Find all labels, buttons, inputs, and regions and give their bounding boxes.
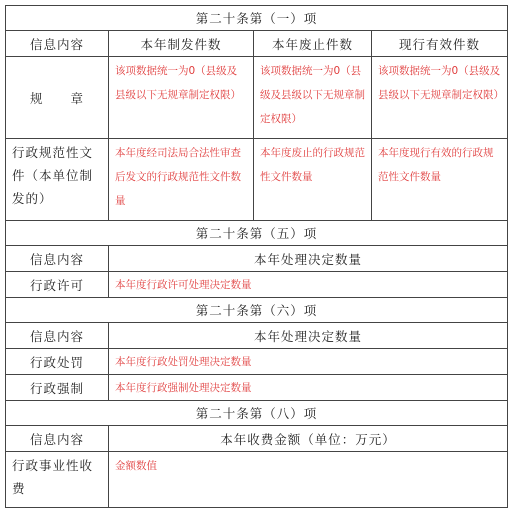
cell-normative-issued: 本年度经司法局合法性审查后发文的行政规范性文件数量 xyxy=(109,139,254,221)
cell-licensing-value: 本年度行政许可处理决定数量 xyxy=(109,272,508,298)
row-label-normative-docs: 行政规范性文件（本单位制发的） xyxy=(6,139,109,221)
row-label-licensing: 行政许可 xyxy=(6,272,109,298)
row-label-regulations: 规 章 xyxy=(6,57,109,139)
column-header-decisions: 本年处理决定数量 xyxy=(109,323,508,349)
disclosure-table xyxy=(5,5,508,508)
cell-enforcement-value: 本年度行政强制处理决定数量 xyxy=(109,375,508,401)
column-header-info: 信息内容 xyxy=(6,426,109,452)
cell-normative-repealed: 本年度废止的行政规范性文件数量 xyxy=(254,139,372,221)
cell-regulations-issued: 该项数据统一为0（县级及县级以下无规章制定权限） xyxy=(109,57,254,139)
section-title: 第二十条第（六）项 xyxy=(6,298,508,323)
row-label-penalty: 行政处罚 xyxy=(6,349,109,375)
cell-normative-valid: 本年度现行有效的行政规范性文件数量 xyxy=(372,139,508,221)
section-title: 第二十条第（八）项 xyxy=(6,401,508,426)
column-header-repealed: 本年废止件数 xyxy=(254,31,372,57)
cell-penalty-value: 本年度行政处罚处理决定数量 xyxy=(109,349,508,375)
column-header-fees: 本年收费金额（单位：万元） xyxy=(109,426,508,452)
column-header-info: 信息内容 xyxy=(6,323,109,349)
disclosure-table-container xyxy=(5,5,507,508)
section-title: 第二十条第（一）项 xyxy=(6,6,508,31)
section-title: 第二十条第（五）项 xyxy=(6,221,508,246)
column-header-issued: 本年制发件数 xyxy=(109,31,254,57)
row-label-fees: 行政事业性收费 xyxy=(6,452,109,508)
cell-regulations-repealed: 该项数据统一为0（县级及县级以下无规章制定权限） xyxy=(254,57,372,139)
column-header-valid: 现行有效件数 xyxy=(372,31,508,57)
column-header-info: 信息内容 xyxy=(6,31,109,57)
row-label-enforcement: 行政强制 xyxy=(6,375,109,401)
cell-fees-value: 金额数值 xyxy=(109,452,508,508)
cell-regulations-valid: 该项数据统一为0（县级及县级以下无规章制定权限） xyxy=(372,57,508,139)
column-header-info: 信息内容 xyxy=(6,246,109,272)
column-header-decisions: 本年处理决定数量 xyxy=(109,246,508,272)
